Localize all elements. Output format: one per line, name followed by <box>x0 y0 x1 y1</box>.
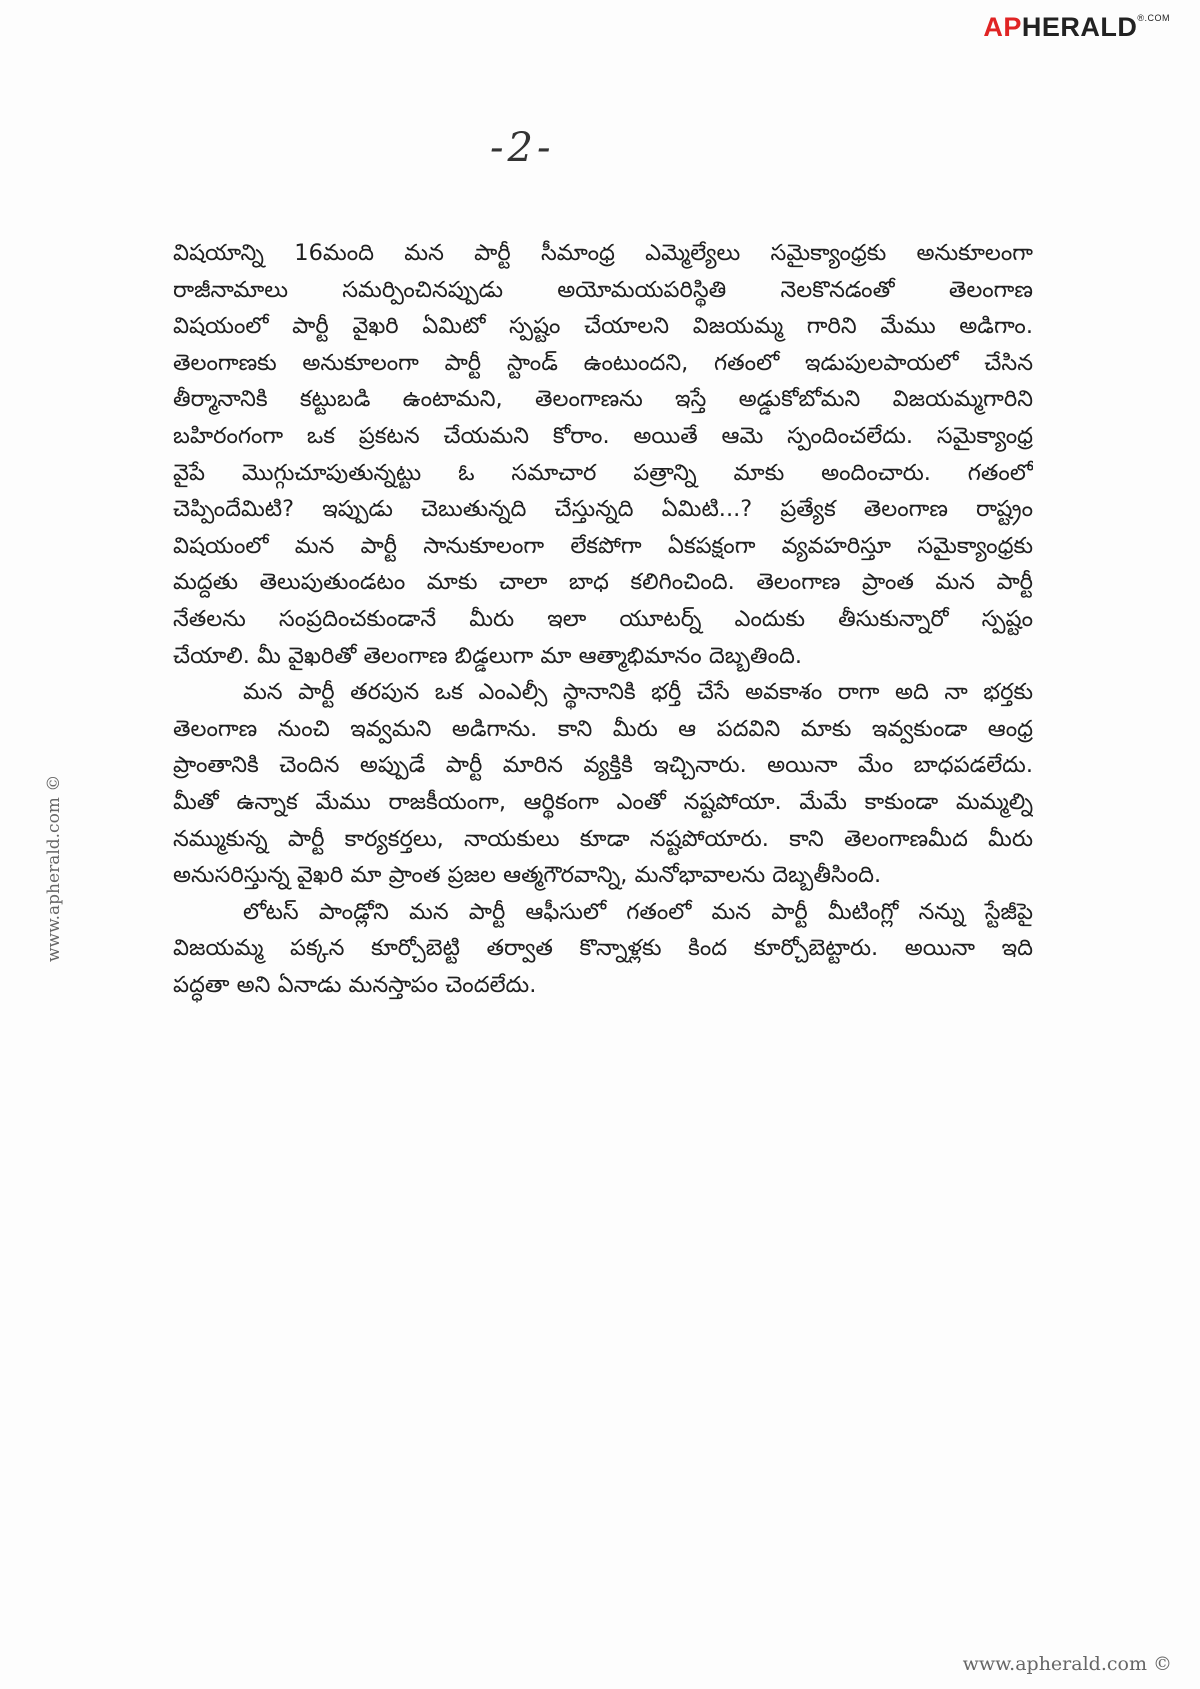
text-line: అనుసరిస్తున్న వైఖరి మా ప్రాంత ప్రజల ఆత్మగౌరవాన్ని, మనోభావాలను దెబ్బతీసింది. <box>173 862 882 889</box>
text-line: బహిరంగంగా ఒక ప్రకటన చేయమని కోరాం. అయితే ఆమె స్పందించలేదు. సమైక్యాంధ్ర <box>173 422 1033 449</box>
logo-suffix-text: ®.COM <box>1137 13 1170 23</box>
text-line: వైపే మొగ్గుచూపుతున్నట్టు ఓ సమాచార పత్రాన్ని మాకు అందించారు. గతంలో <box>173 459 1033 486</box>
text-line: తీర్మానానికి కట్టుబడి ఉంటామని, తెలంగాణను ఇస్తే అడ్డుకోబోమని విజయమ్మగారిని <box>173 386 1033 413</box>
apherald-logo <box>983 14 1170 41</box>
logo-ap-text: AP <box>983 12 1022 42</box>
text-line: చెప్పిందేమిటి? ఇప్పుడు చెబుతున్నది చేస్తున్నది ఏమిటి...? ప్రత్యేక తెలంగాణ రాష్ట్రం <box>173 496 1033 523</box>
text-line: విషయంలో మన పార్టీ సానుకూలంగా లేకపోగా ఏకపక్షంగా వ్యవహరిస్తూ సమైక్యాంధ్రకు <box>173 532 1033 559</box>
text-line: రాజీనామాలు సమర్పించినప్పుడు అయోమయపరిస్థితి నెలకొనడంతో తెలంగాణ <box>173 276 1033 303</box>
text-line: నమ్ముకున్న పార్టీ కార్యకర్తలు, నాయకులు కూడా నష్టపోయారు. కాని తెలంగాణమీద మీరు <box>173 825 1033 852</box>
text-line: విషయాన్ని 16మంది మన పార్టీ సీమాంధ్ర ఎమ్మెల్యేలు సమైక్యాంధ్రకు అనుకూలంగా <box>173 240 1033 266</box>
bottom-watermark: www.apherald.com © <box>962 1653 1172 1675</box>
text-line: నేతలను సంప్రదించకుండానే మీరు ఇలా యూటర్న్ ఎందుకు తీసుకున్నారో స్పష్టం <box>173 605 1033 632</box>
handwritten-page-number: -2- <box>490 125 555 171</box>
side-watermark: www.apherald.com © <box>44 774 64 962</box>
text-line: ప్రాంతానికి చెందిన అప్పుడే పార్టీ మారిన వ్యక్తికి ఇచ్చినారు. అయినా మేం బాధపడలేదు. <box>173 752 1033 779</box>
text-line: మన పార్టీ తరపున ఒక ఎంఎల్సీ స్థానానికి భర్తీ చేసే అవకాశం రాగా అది నా భర్తకు <box>243 679 1033 706</box>
logo-herald-text: HERALD <box>1021 12 1138 42</box>
text-line: తెలంగాణకు అనుకూలంగా పార్టీ స్టాండ్ ఉంటుందని, గతంలో ఇడుపులపాయలో చేసిన <box>173 349 1033 376</box>
text-line: చేయాలి. మీ వైఖరితో తెలంగాణ బిడ్డలుగా మా ఆత్మాభిమానం దెబ్బతింది. <box>173 642 803 669</box>
text-line: మద్దతు తెలుపుతుండటం మాకు చాలా బాధ కలిగించింది. తెలంగాణ ప్రాంత మన పార్టీ <box>173 569 1033 596</box>
text-line: పద్ధతా అని ఏనాడు మనస్తాపం చెందలేదు. <box>173 971 537 998</box>
text-line: విషయంలో పార్టీ వైఖరి ఏమిటో స్పష్టం చేయాలని విజయమ్మ గారిని మేము అడిగాం. <box>173 313 1033 340</box>
text-line: విజయమ్మ పక్కన కూర్చోబెట్టి తర్వాత కొన్నాళ్లకు కింద కూర్చోబెట్టారు. అయినా ఇది <box>173 935 1033 962</box>
text-line: లోటస్ పాండ్లోని మన పార్టీ ఆఫీసులో గతంలో మన పార్టీ మీటింగ్లో నన్ను స్టేజీపై <box>243 898 1033 925</box>
text-line: తెలంగాణ నుంచి ఇవ్వమని అడిగాను. కాని మీరు ఆ పదవిని మాకు ఇవ్వకుండా ఆంధ్ర <box>173 715 1033 742</box>
letter-body <box>173 235 1033 1003</box>
text-line: మీతో ఉన్నాక మేము రాజకీయంగా, ఆర్థికంగా ఎంతో నష్టపోయా. మేమే కాకుండా మమ్మల్ని <box>173 788 1033 815</box>
